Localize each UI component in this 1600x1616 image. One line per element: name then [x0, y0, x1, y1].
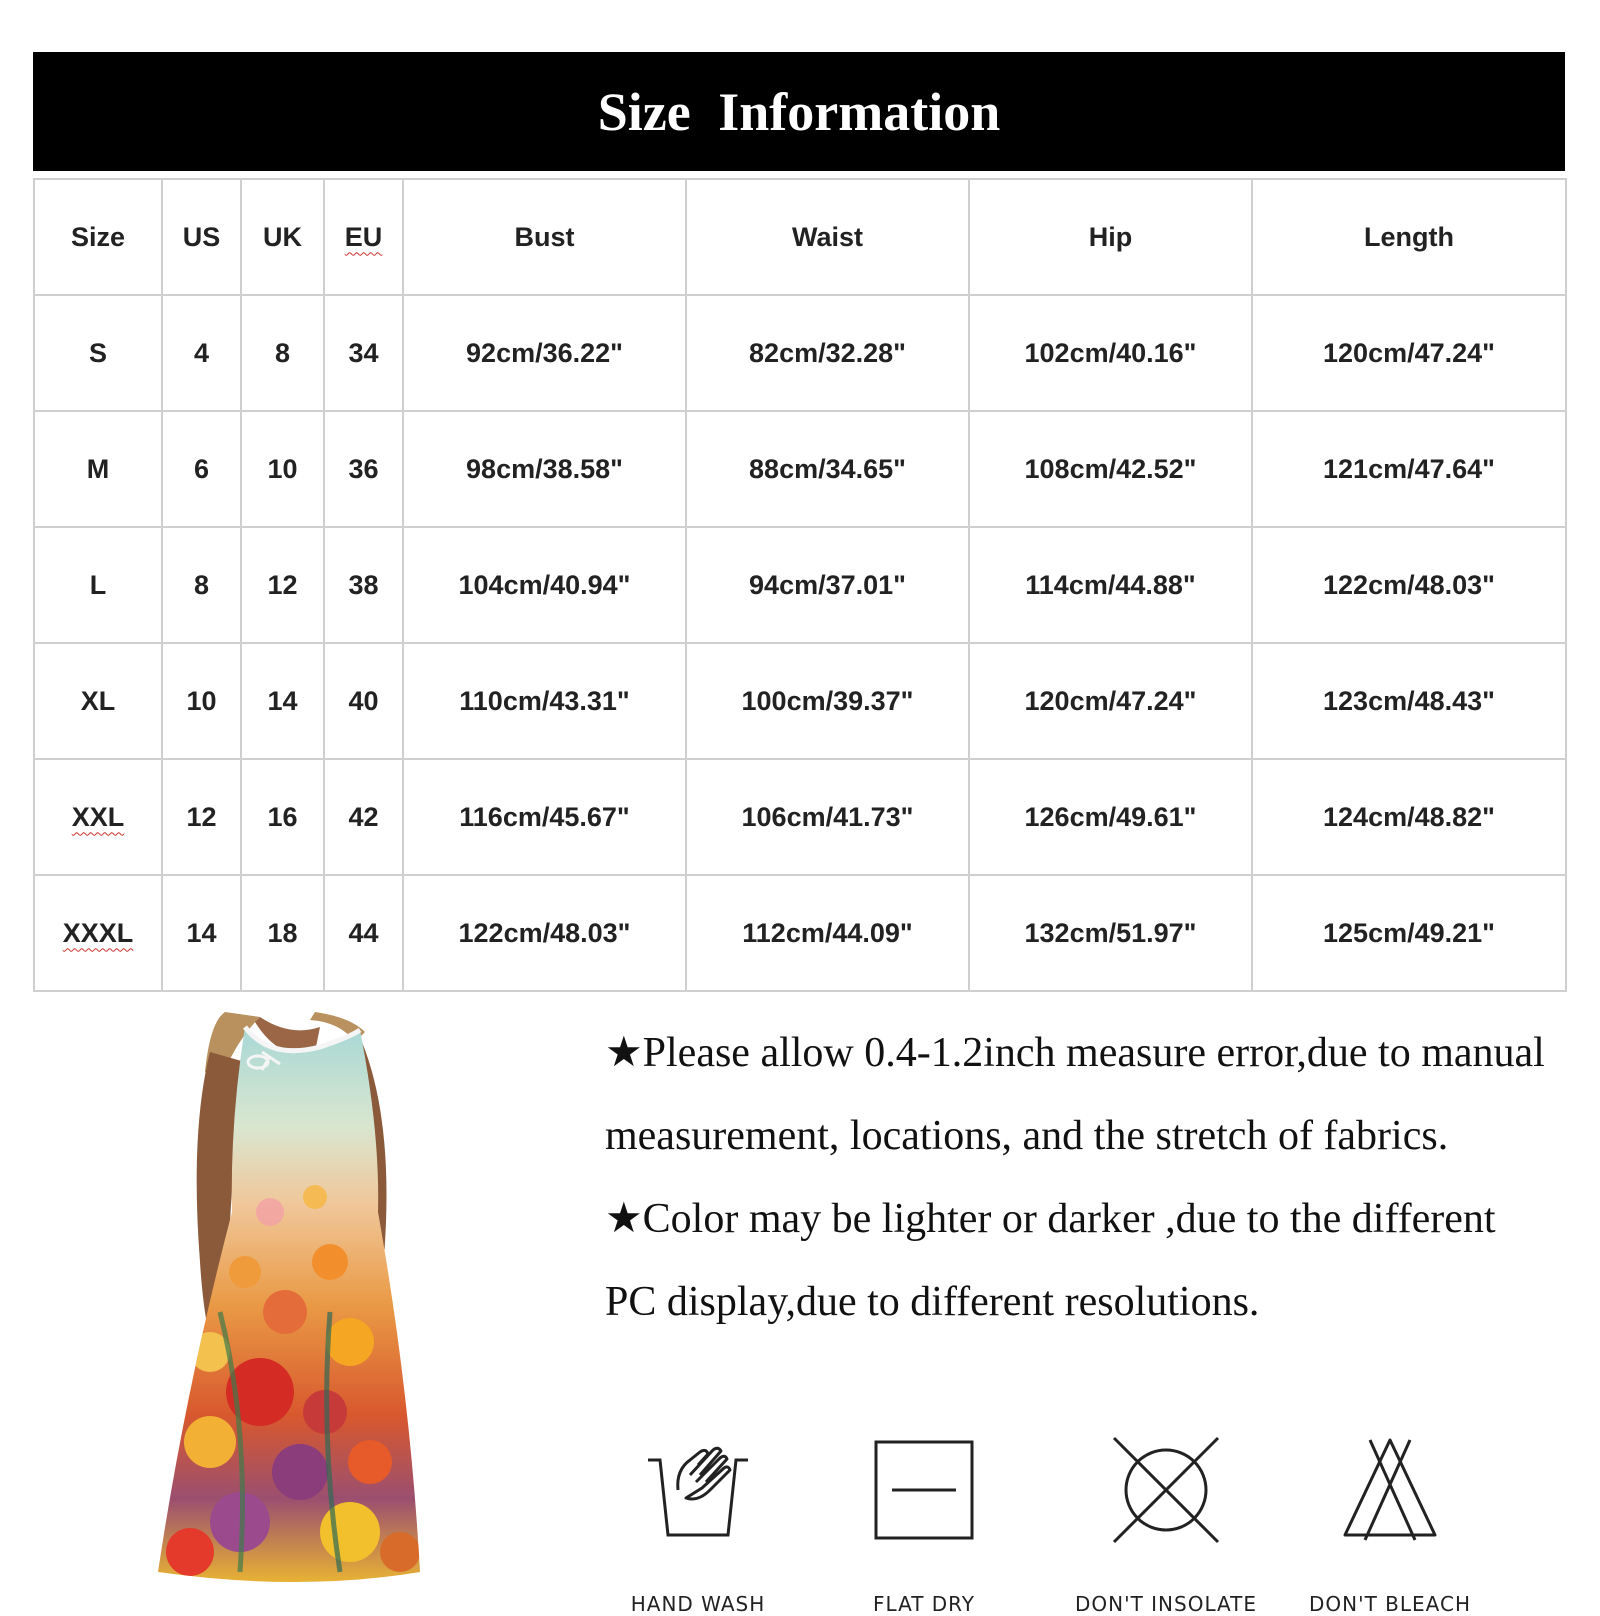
table-row: [34, 875, 1566, 991]
cell-hip: 120cm/47.24": [969, 643, 1252, 759]
cell-eu: 38: [324, 527, 403, 643]
cell-bust: 92cm/36.22": [403, 295, 686, 411]
cell-us: 12: [162, 759, 241, 875]
header-uk: UK: [241, 179, 324, 295]
cell-us: 10: [162, 643, 241, 759]
care-label-dont-bleach: DON'T BLEACH: [1308, 1592, 1471, 1616]
cell-length: 124cm/48.82": [1252, 759, 1566, 875]
table-header-row: [34, 179, 1566, 295]
header-hip: Hip: [969, 179, 1252, 295]
dress-product-image: [150, 1012, 440, 1600]
cell-hip: 126cm/49.61": [969, 759, 1252, 875]
cell-length: 121cm/47.64": [1252, 411, 1566, 527]
cell-eu: 40: [324, 643, 403, 759]
note-color-difference: ★Color may be lighter or darker ,due to the different PC display,due to different resolutions.: [605, 1196, 1496, 1325]
cell-uk: 16: [241, 759, 324, 875]
size-table: [33, 178, 1567, 992]
cell-size: M: [34, 411, 162, 527]
care-hand-wash: [598, 1430, 798, 1616]
cell-uk: 12: [241, 527, 324, 643]
cell-bust: 110cm/43.31": [403, 643, 686, 759]
cell-eu: 44: [324, 875, 403, 991]
header-eu-label: EU: [344, 221, 383, 252]
care-label-hand-wash: HAND WASH: [630, 1592, 766, 1616]
cell-waist: 112cm/44.09": [686, 875, 969, 991]
cell-eu: 42: [324, 759, 403, 875]
cell-size: S: [34, 295, 162, 411]
care-dont-bleach: [1290, 1430, 1490, 1616]
cell-length: 120cm/47.24": [1252, 295, 1566, 411]
header-eu: [324, 179, 403, 295]
cell-size: L: [34, 527, 162, 643]
cell-size: XL: [34, 643, 162, 759]
cell-hip: 114cm/44.88": [969, 527, 1252, 643]
cell-uk: 8: [241, 295, 324, 411]
cell-size-label: XXL: [71, 801, 125, 832]
header-size: Size: [34, 179, 162, 295]
cell-uk: 10: [241, 411, 324, 527]
cell-waist: 88cm/34.65": [686, 411, 969, 527]
cell-waist: 82cm/32.28": [686, 295, 969, 411]
care-label-dont-insolate: DON'T INSOLATE: [1074, 1592, 1258, 1616]
header-bust: Bust: [403, 179, 686, 295]
note-measure-error: ★Please allow 0.4-1.2inch measure error,due to manual measurement, locations, and the stretch of fabrics.: [605, 1030, 1545, 1159]
cell-hip: 108cm/42.52": [969, 411, 1252, 527]
cell-hip: 102cm/40.16": [969, 295, 1252, 411]
table-row: [34, 295, 1566, 411]
cell-length: 123cm/48.43": [1252, 643, 1566, 759]
cell-waist: 106cm/41.73": [686, 759, 969, 875]
dont-bleach-icon: [1330, 1430, 1450, 1550]
table-row: [34, 643, 1566, 759]
hand-wash-icon: [638, 1430, 758, 1550]
header-waist: Waist: [686, 179, 969, 295]
cell-uk: 18: [241, 875, 324, 991]
care-dont-insolate: [1066, 1430, 1266, 1616]
cell-size-label: XXXL: [62, 917, 134, 948]
cell-us: 8: [162, 527, 241, 643]
cell-us: 6: [162, 411, 241, 527]
care-label-flat-dry: FLAT DRY: [872, 1592, 976, 1616]
header-us: US: [162, 179, 241, 295]
flat-dry-icon: [864, 1430, 984, 1550]
table-row: [34, 411, 1566, 527]
table-row: [34, 527, 1566, 643]
cell-length: 125cm/49.21": [1252, 875, 1566, 991]
title-bar: [33, 52, 1565, 171]
cell-waist: 100cm/39.37": [686, 643, 969, 759]
cell-bust: 116cm/45.67": [403, 759, 686, 875]
cell-bust: 122cm/48.03": [403, 875, 686, 991]
page-title: Size Information: [597, 81, 1001, 142]
cell-waist: 94cm/37.01": [686, 527, 969, 643]
cell-size: [34, 875, 162, 991]
cell-hip: 132cm/51.97": [969, 875, 1252, 991]
cell-size: [34, 759, 162, 875]
cell-bust: 98cm/38.58": [403, 411, 686, 527]
cell-us: 4: [162, 295, 241, 411]
cell-bust: 104cm/40.94": [403, 527, 686, 643]
care-flat-dry: [824, 1430, 1024, 1616]
table-row: [34, 759, 1566, 875]
cell-us: 14: [162, 875, 241, 991]
cell-eu: 34: [324, 295, 403, 411]
cell-length: 122cm/48.03": [1252, 527, 1566, 643]
header-length: Length: [1252, 179, 1566, 295]
dont-insolate-icon: [1106, 1430, 1226, 1550]
cell-uk: 14: [241, 643, 324, 759]
cell-eu: 36: [324, 411, 403, 527]
notes: [605, 1012, 1545, 1344]
